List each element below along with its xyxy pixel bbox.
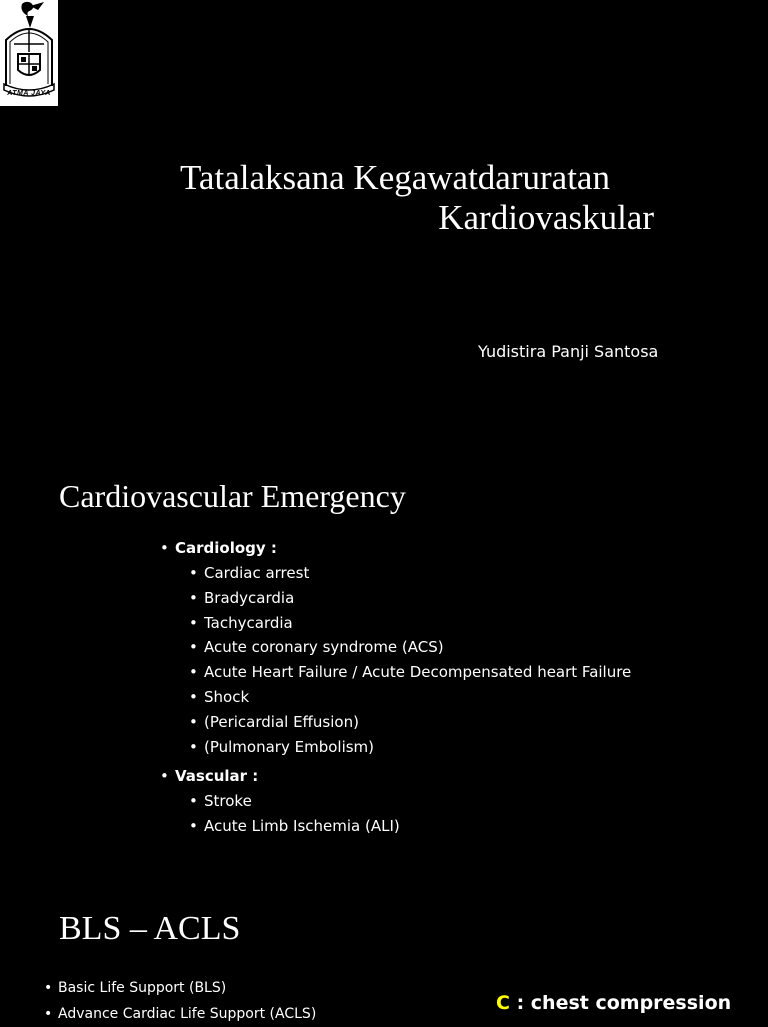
list-item: • Shock (189, 685, 631, 710)
title-line-2: Kardiovaskular (438, 198, 654, 237)
category-vascular (160, 765, 631, 839)
list-item: • Cardiac arrest (189, 561, 631, 586)
list-item: • Acute Heart Failure / Acute Decompensated heart Failure (189, 660, 631, 685)
category-cardiology (160, 537, 631, 759)
list-item: • Acute Limb Ischemia (ALI) (189, 814, 631, 839)
bls-acls-list (44, 975, 316, 1027)
vascular-items (189, 789, 631, 839)
cardiology-items (189, 561, 631, 759)
chest-key-letter: C (496, 992, 510, 1014)
presentation-title (180, 158, 660, 238)
cardiovascular-heading: Cardiovascular Emergency (59, 478, 406, 514)
list-item: • (Pericardial Effusion) (189, 710, 631, 735)
logo-text: ATMA JAYA (7, 90, 51, 97)
atma-jaya-logo (0, 0, 58, 106)
chest-compression-note (496, 992, 731, 1014)
list-item: • (Pulmonary Embolism) (189, 735, 631, 760)
bls-acls-heading: BLS – ACLS (59, 910, 241, 947)
category-label: • Cardiology : (160, 537, 631, 559)
author-name: Yudistira Panji Santosa (478, 342, 659, 361)
list-item: • Acute coronary syndrome (ACS) (189, 635, 631, 660)
list-item: • Advance Cardiac Life Support (ACLS) (44, 1001, 316, 1027)
list-item: • Basic Life Support (BLS) (44, 975, 316, 1001)
emergency-category-list (160, 537, 631, 845)
list-item: • Stroke (189, 789, 631, 814)
list-item: • Tachycardia (189, 611, 631, 636)
chest-compression-text: : chest compression (509, 992, 732, 1014)
category-label: • Vascular : (160, 765, 631, 787)
list-item: • Bradycardia (189, 586, 631, 611)
title-line-1: Tatalaksana Kegawatdaruratan (180, 158, 610, 197)
